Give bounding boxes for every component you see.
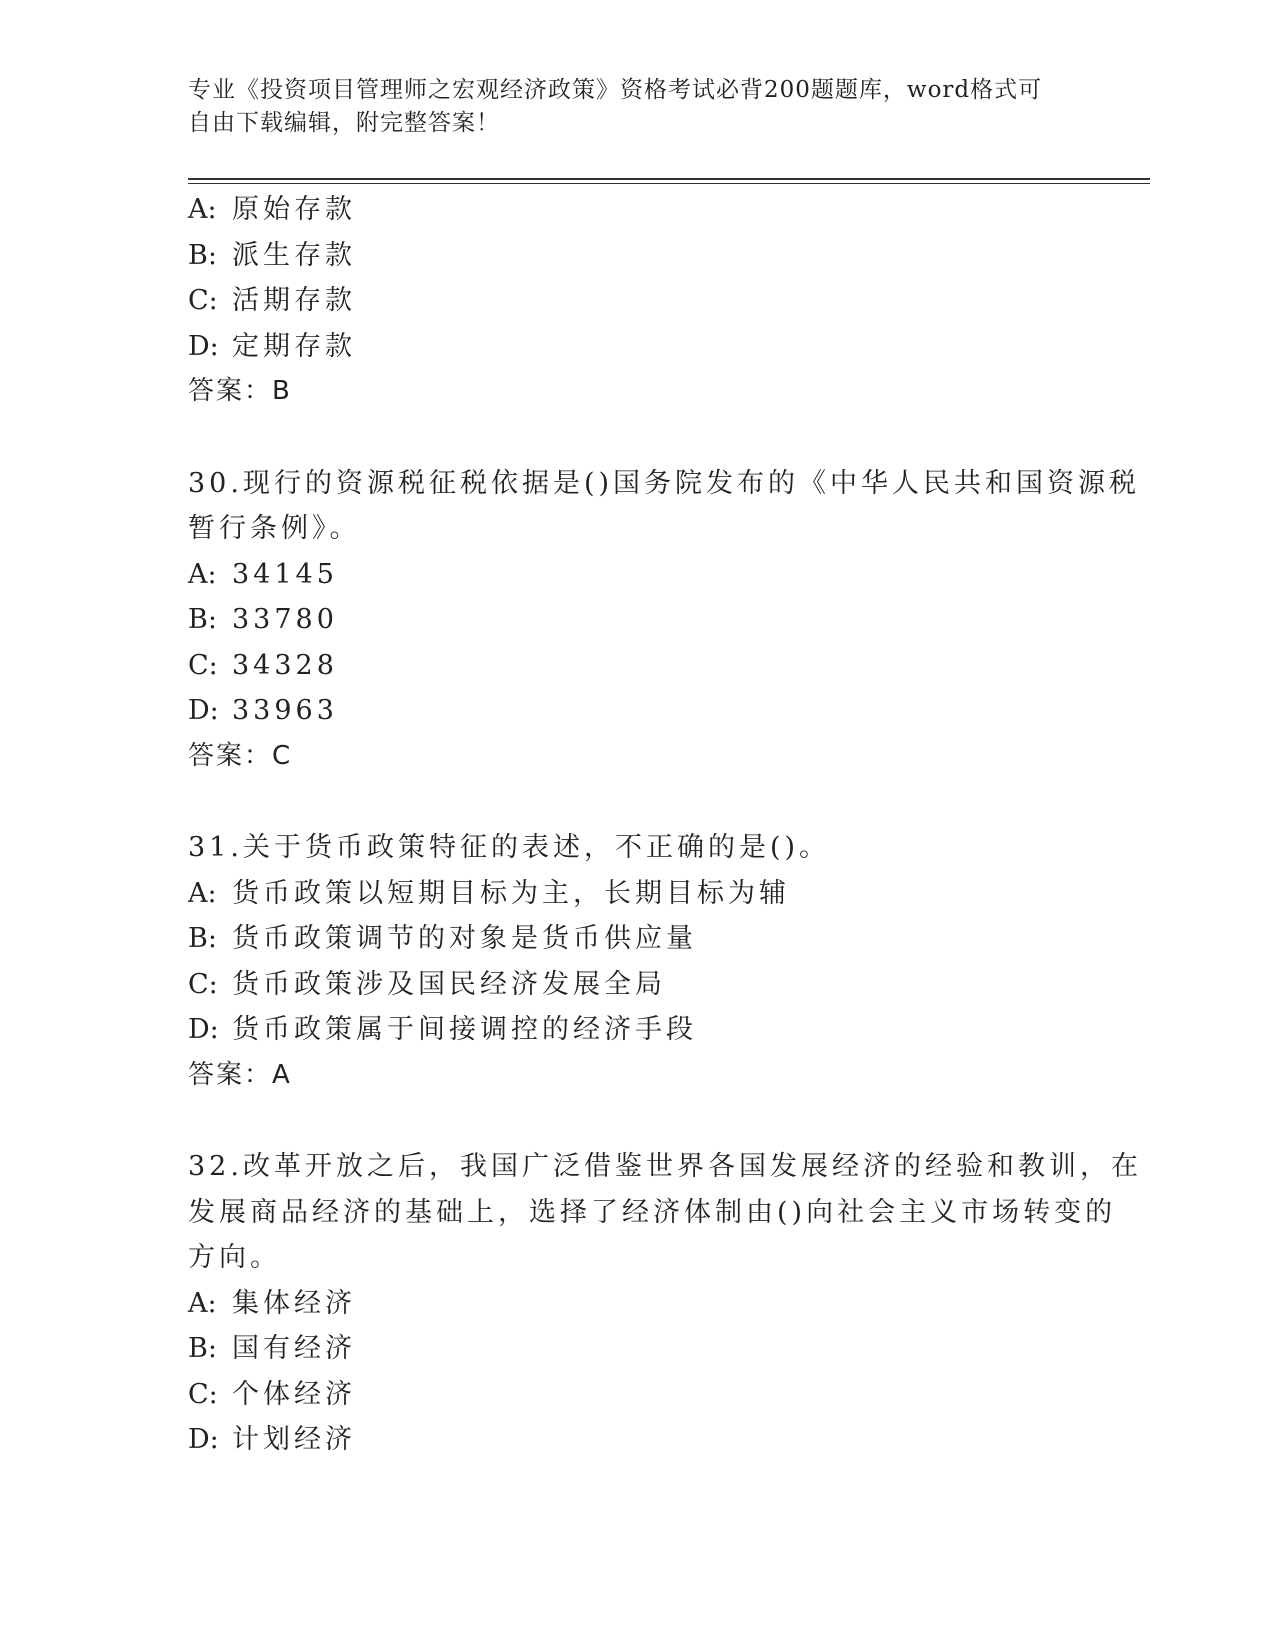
- question-block-29: [188, 187, 1088, 415]
- answer-line: 答案：A: [188, 1059, 292, 1090]
- question-block-32: [188, 1144, 1142, 1463]
- header-line-1: 专业《投资项目管理师之宏观经济政策》资格考试必背200题题库，word格式可: [188, 77, 1043, 103]
- option-c: C: 货币政策涉及国民经济发展全局: [188, 968, 666, 1000]
- option-d: D: 定期存款: [188, 330, 356, 362]
- option-b: B: 派生存款: [188, 239, 356, 271]
- question-text-cont: 方向。: [188, 1242, 281, 1273]
- option-a: A: 货币政策以短期目标为主，长期目标为辅: [188, 877, 790, 909]
- option-b: B: 国有经济: [188, 1333, 356, 1364]
- question-text: 31.关于货币政策特征的表述，不正确的是()。: [188, 832, 831, 863]
- question-content: [188, 187, 1142, 1463]
- option-c: C: 34328: [188, 649, 338, 681]
- answer-line: 答案：C: [188, 740, 293, 771]
- option-a: A: 原始存款: [188, 194, 356, 225]
- header-divider-thin: [188, 183, 1150, 184]
- option-c: C: 个体经济: [188, 1378, 356, 1410]
- option-d: D: 货币政策属于间接调控的经济手段: [188, 1014, 697, 1045]
- header-line-2: 自由下载编辑，附完整答案！: [188, 110, 500, 136]
- option-d: D: 计划经济: [188, 1424, 356, 1455]
- option-a: A: 34145: [188, 558, 338, 590]
- document-header: [188, 74, 1068, 140]
- option-b: B: 33780: [188, 604, 338, 635]
- question-block-31: [188, 825, 1088, 1098]
- header-divider-thick: [188, 178, 1150, 180]
- option-b: B: 货币政策调节的对象是货币供应量: [188, 923, 697, 954]
- option-d: D: 33963: [188, 695, 338, 726]
- question-text-cont: 暂行条例》。: [188, 513, 361, 544]
- question-text: 30.现行的资源税征税依据是()国务院发布的《中华人民共和国资源税: [188, 467, 1141, 499]
- question-text: 32.改革开放之后，我国广泛借鉴世界各国发展经济的经验和教训，在: [188, 1151, 1142, 1182]
- question-block-30: [188, 461, 1141, 780]
- option-a: A: 集体经济: [188, 1287, 356, 1319]
- option-c: C: 活期存款: [188, 285, 356, 316]
- answer-line: 答案：B: [188, 376, 292, 406]
- question-text-cont: 发展商品经济的基础上，选择了经济体制由()向社会主义市场转变的: [188, 1196, 1117, 1228]
